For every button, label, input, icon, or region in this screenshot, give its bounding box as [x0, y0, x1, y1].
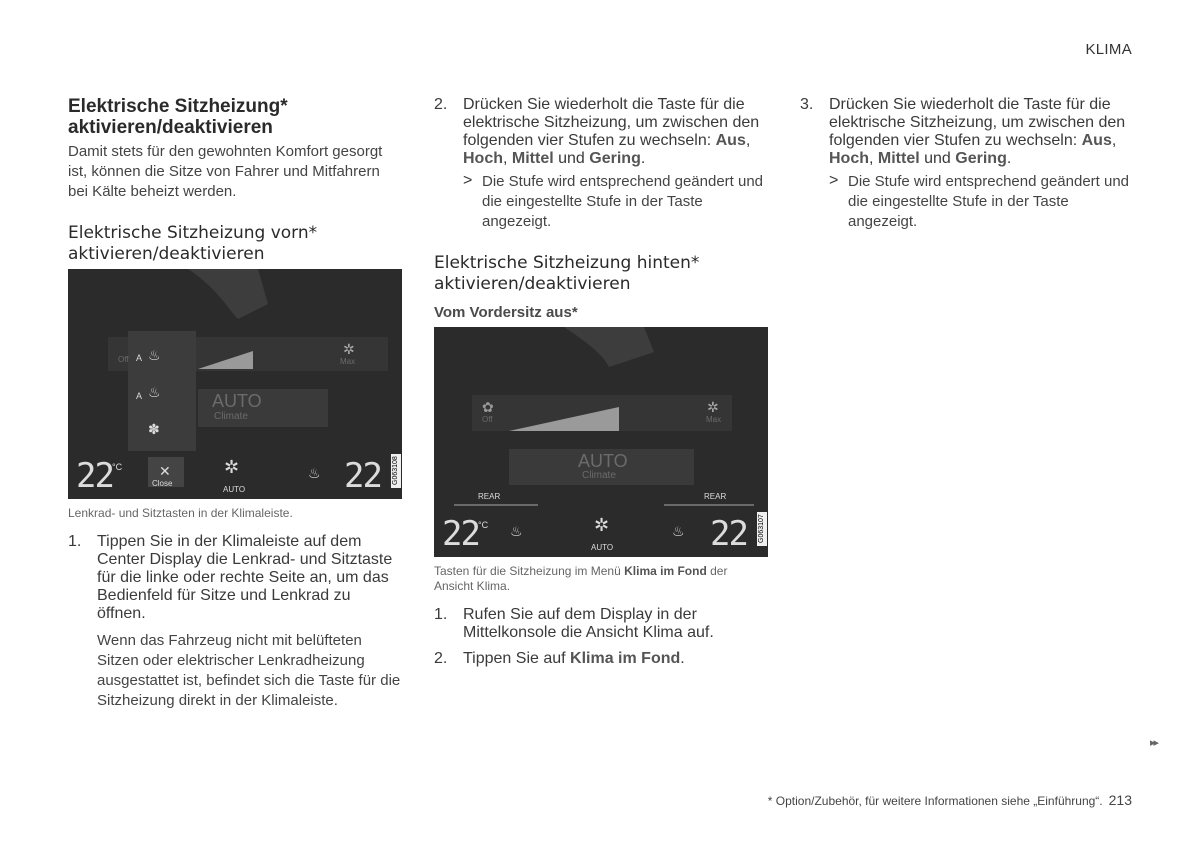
airflow-icon[interactable]: ✲: [224, 457, 240, 477]
column-middle: [434, 96, 768, 668]
step-number: 3.: [800, 96, 814, 113]
figure-ref: G063108: [391, 454, 401, 488]
intro-text: Damit stets für den gewohnten Komfort gesorgt ist, können die Sitze von Fahrer und Mitfahrern bei Kälte beheizt werden.: [68, 143, 383, 200]
temp-right[interactable]: 22: [710, 514, 747, 554]
result-text: Die Stufe wird entsprechend geändert und die eingestellte Stufe in der Taste angezeigt.: [848, 173, 1130, 230]
step-text: Tippen Sie in der Klimaleiste auf dem Center Display die Lenkrad- und Sitztaste für die linke oder rechte Seite an, um das Bedienfeld für Sitze und Lenkrad zu öffnen.: [97, 533, 393, 622]
temp-unit: °C: [478, 520, 489, 530]
result-marker: >: [829, 172, 839, 189]
rear-right-label: REAR: [704, 492, 727, 501]
climate-label: Climate: [582, 470, 616, 481]
a-label: A: [136, 353, 143, 363]
auto-small-label: AUTO: [223, 485, 246, 494]
step-number: 1.: [434, 606, 448, 623]
column-right: [800, 96, 1134, 232]
fan-icon: ✲: [343, 341, 355, 357]
temp-left[interactable]: 22: [442, 514, 479, 554]
figure-ref: G063107: [757, 512, 767, 546]
subtitle-front: Elektrische Sitzheizung vorn* aktivieren/deaktivieren: [68, 223, 318, 264]
step-note: Wenn das Fahrzeug nicht mit belüfteten Sitzen oder elektrischer Lenkradheizung ausgestattet ist, befindet sich die Taste für die Sitzheizung direkt in der Klimaleiste.: [97, 632, 401, 709]
footer: [768, 792, 1132, 808]
climate-screen-front: [68, 269, 402, 499]
rear-step-1: [434, 606, 768, 642]
figure-caption: Tasten für die Sitzheizung im Menü Klima im Fond der Ansicht Klima.: [434, 564, 728, 593]
step-text: Drücken Sie wiederholt die Taste für die elektrische Sitzheizung, um zwischen den folgenden vier Stufen zu wechseln: Aus, Hoch, Mittel und Gering.: [463, 96, 760, 167]
close-label: Close: [152, 479, 173, 488]
climate-screen-rear: [434, 327, 768, 557]
rear-seat-heat-right-icon[interactable]: ♨: [672, 523, 685, 539]
auto-label: AUTO: [578, 451, 628, 471]
close-icon[interactable]: ✕: [159, 463, 171, 479]
step-result: [829, 172, 1134, 232]
column-left: [68, 96, 402, 711]
auto-label: AUTO: [212, 391, 262, 411]
seat-vent-icon[interactable]: ✽: [148, 421, 160, 437]
a-label-2: A: [136, 391, 143, 401]
temp-right[interactable]: 22: [344, 456, 381, 496]
off-label: Off: [118, 355, 129, 364]
subsub-title: Vom Vordersitz aus*: [434, 304, 578, 321]
steering-heat-icon[interactable]: ♨: [148, 347, 161, 363]
step-text: Rufen Sie auf dem Display in der Mittelkonsole die Ansicht Klima auf.: [463, 606, 714, 641]
step-number: 2.: [434, 96, 448, 113]
result-text: Die Stufe wird entsprechend geändert und die eingestellte Stufe in der Taste angezeigt.: [482, 173, 764, 230]
step-number: 1.: [68, 533, 82, 550]
off-icon[interactable]: ✿: [482, 399, 494, 415]
seat-heat-icon[interactable]: ♨: [148, 384, 161, 400]
step-text: Drücken Sie wiederholt die Taste für die elektrische Sitzheizung, um zwischen den folgenden vier Stufen zu wechseln: Aus, Hoch, Mittel und Gering.: [829, 96, 1126, 167]
step-number: 2.: [434, 650, 448, 667]
off-label: Off: [482, 415, 493, 424]
figure-caption: Lenkrad- und Sitztasten in der Klimaleiste.: [68, 506, 293, 520]
auto-small-label: AUTO: [591, 543, 614, 552]
step-text: Tippen Sie auf Klima im Fond.: [463, 650, 685, 667]
section-title: Elektrische Sitzheizung* aktivieren/deaktivieren: [68, 96, 288, 138]
temp-left[interactable]: 22: [76, 456, 113, 496]
seat-heat-right-icon[interactable]: ♨: [308, 465, 321, 481]
climate-label: Climate: [214, 411, 248, 422]
subtitle-rear: Elektrische Sitzheizung hinten* aktivieren/deaktivieren: [434, 253, 700, 294]
rear-seat-heat-left-icon[interactable]: ♨: [510, 523, 523, 539]
step-2: [434, 96, 768, 168]
footnote: * Option/Zubehör, für weitere Informationen siehe „Einführung“.: [767, 794, 1103, 808]
continue-arrows-icon: ▸▸: [1150, 737, 1158, 749]
rear-step-2: [434, 650, 768, 668]
page-number: 213: [1108, 792, 1132, 808]
step-3: [800, 96, 1134, 168]
step-1: [68, 533, 402, 623]
airflow-icon[interactable]: ✲: [594, 515, 610, 535]
rear-left-label: REAR: [478, 492, 501, 501]
max-label: Max: [706, 415, 722, 424]
fan-icon[interactable]: ✲: [707, 399, 719, 415]
result-marker: >: [463, 172, 473, 189]
max-label: Max: [340, 357, 356, 366]
temp-unit: °C: [112, 462, 123, 472]
step-result: [463, 172, 768, 232]
section-header: KLIMA: [1085, 41, 1132, 58]
